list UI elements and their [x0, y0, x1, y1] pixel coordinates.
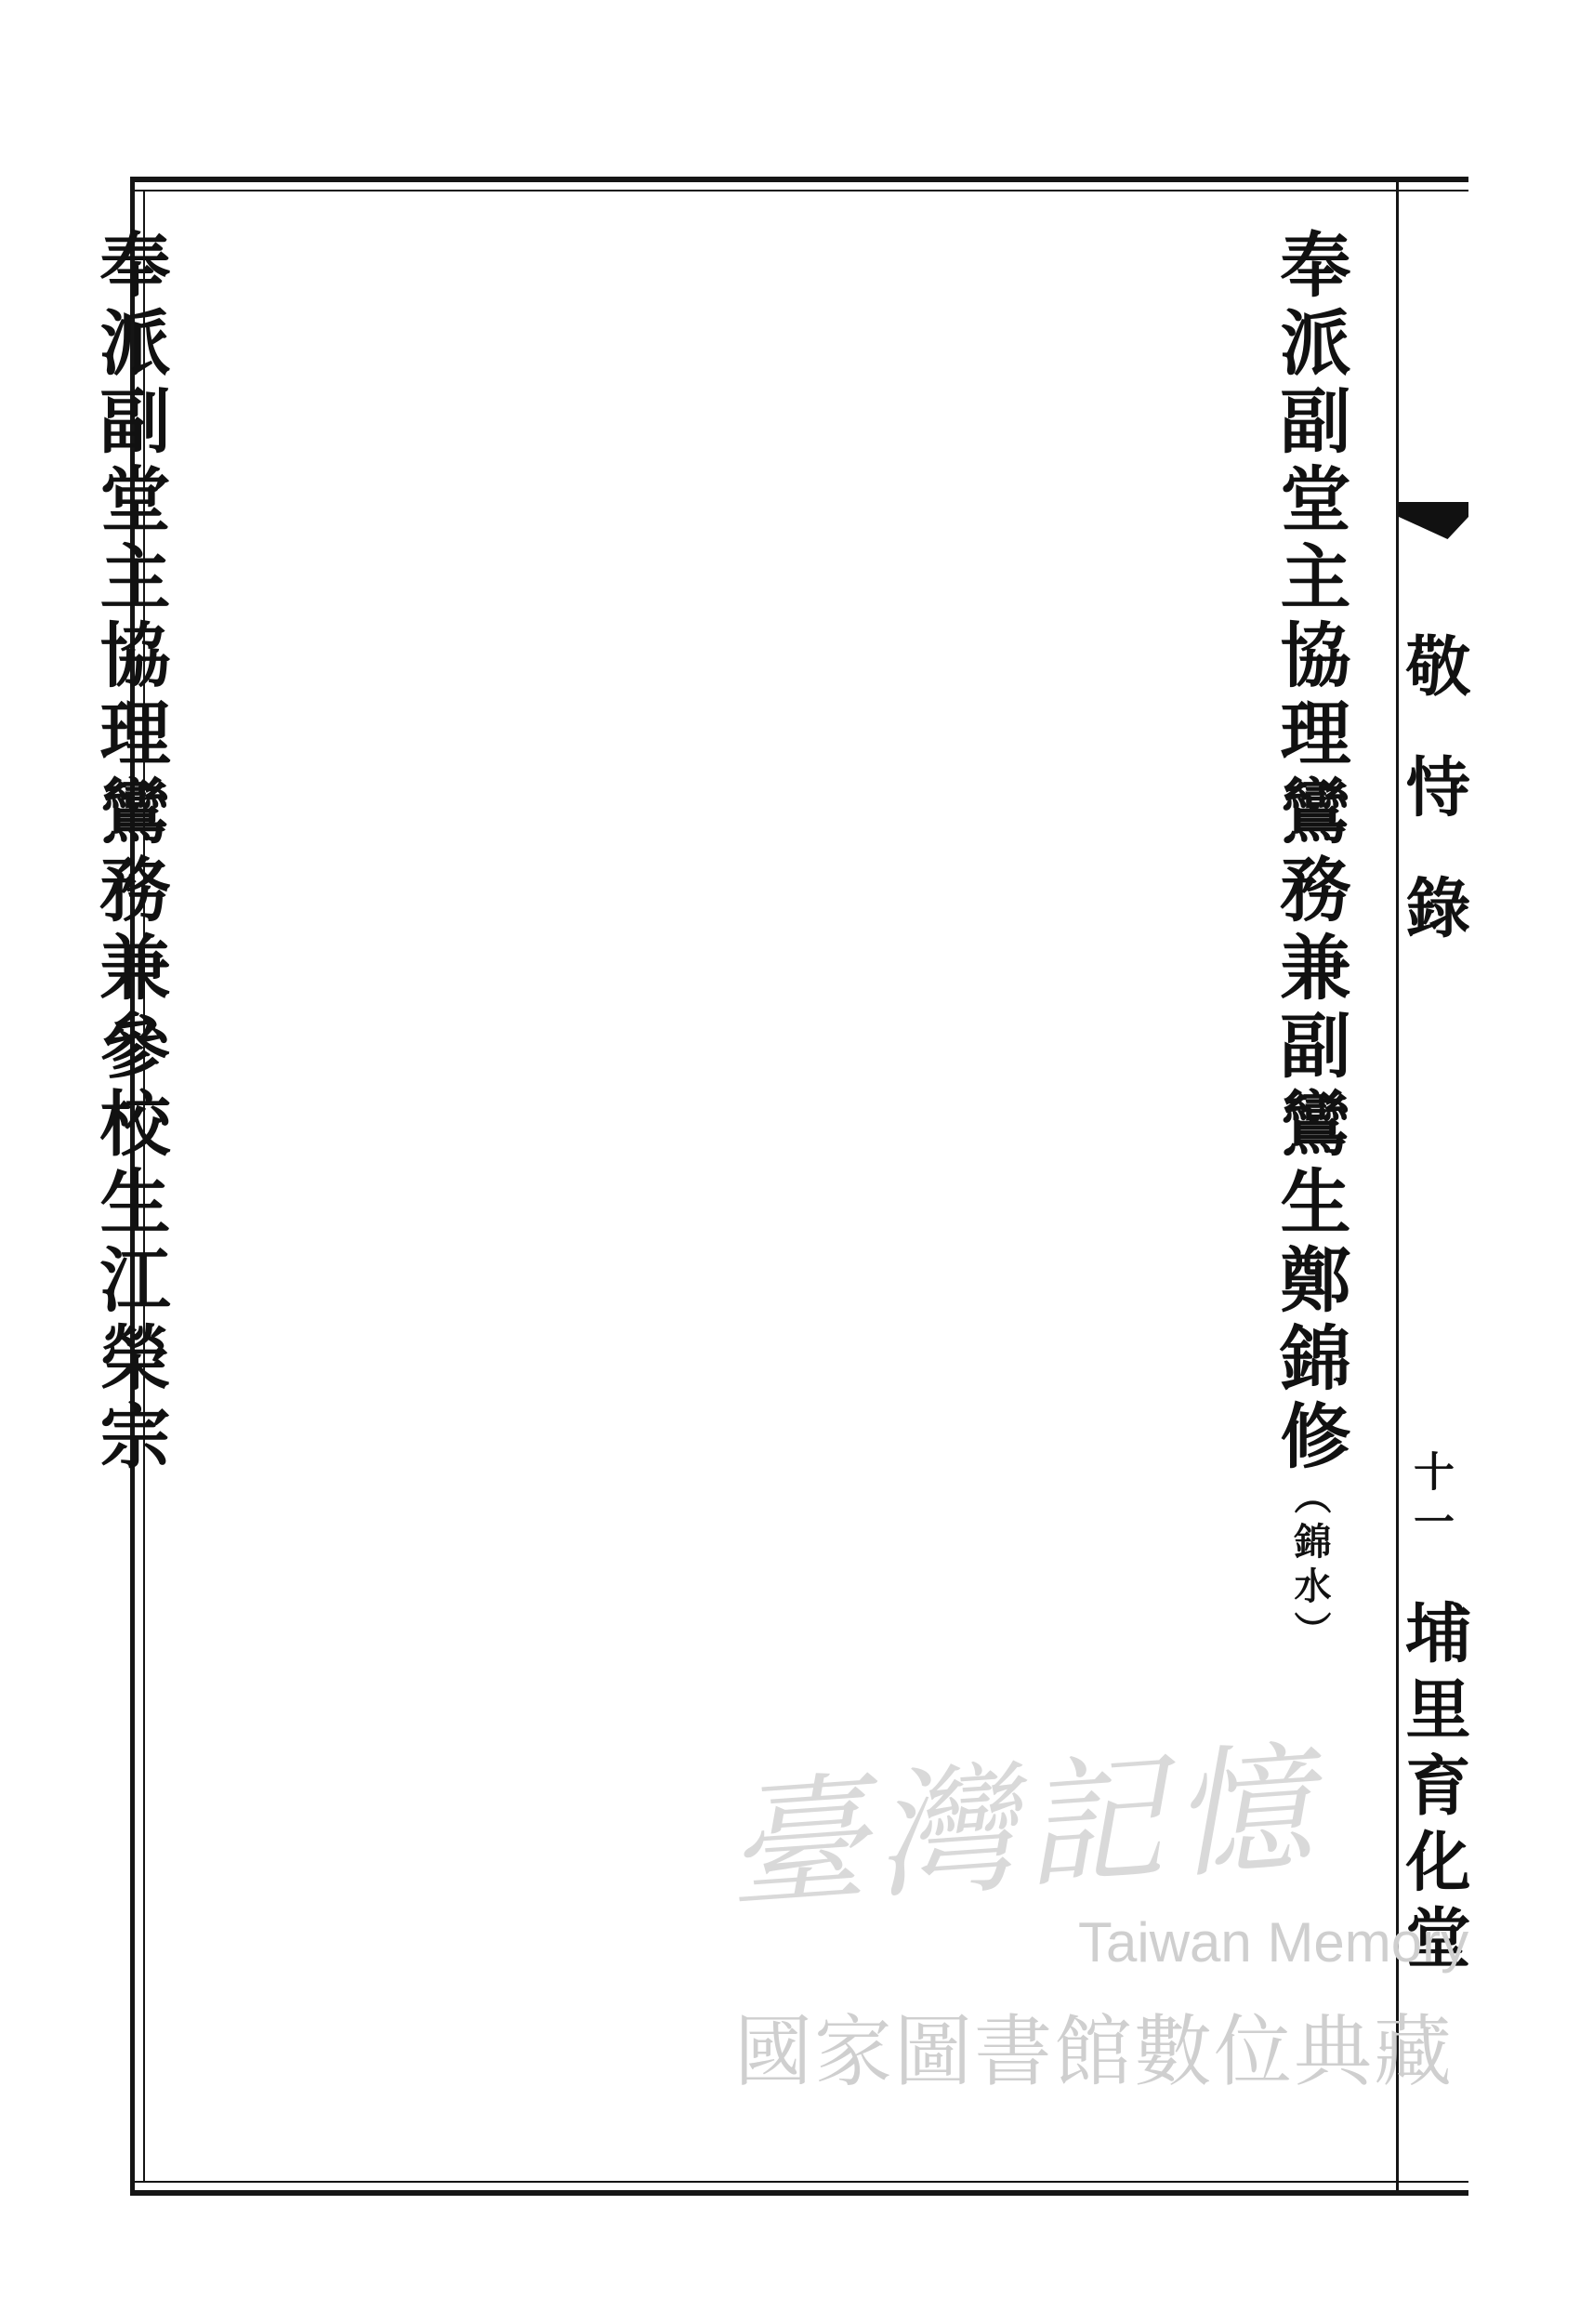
person-name: 江榮宗	[88, 1243, 171, 1477]
watermark-subtitle: 國家圖書館數位典藏	[734, 2008, 1455, 2095]
spine-hall-name: 埔里育化堂	[1395, 1599, 1472, 1980]
role-title: 奉派副堂主協理鸞務兼副鸞生	[1269, 228, 1351, 1243]
person-name: 鄭錦修	[1269, 1243, 1351, 1477]
watermark-english: Taiwan Memory	[1078, 1911, 1469, 1974]
spine-page-number: 十一	[1406, 1450, 1454, 1551]
top-border	[130, 177, 1468, 182]
bottom-border	[130, 2190, 1468, 2196]
alias-note: （錦水）	[1288, 1477, 1332, 1656]
role-title: 奉派副堂主協理鸞務兼參校生	[88, 228, 171, 1243]
roster-column	[0, 228, 191, 2133]
bottom-inner-border	[130, 2181, 1468, 2183]
watermark-logo-text: 臺灣記憶	[720, 1726, 1326, 1930]
top-inner-border	[130, 190, 1468, 191]
spine-book-title: 敬恃錄	[1395, 632, 1472, 995]
